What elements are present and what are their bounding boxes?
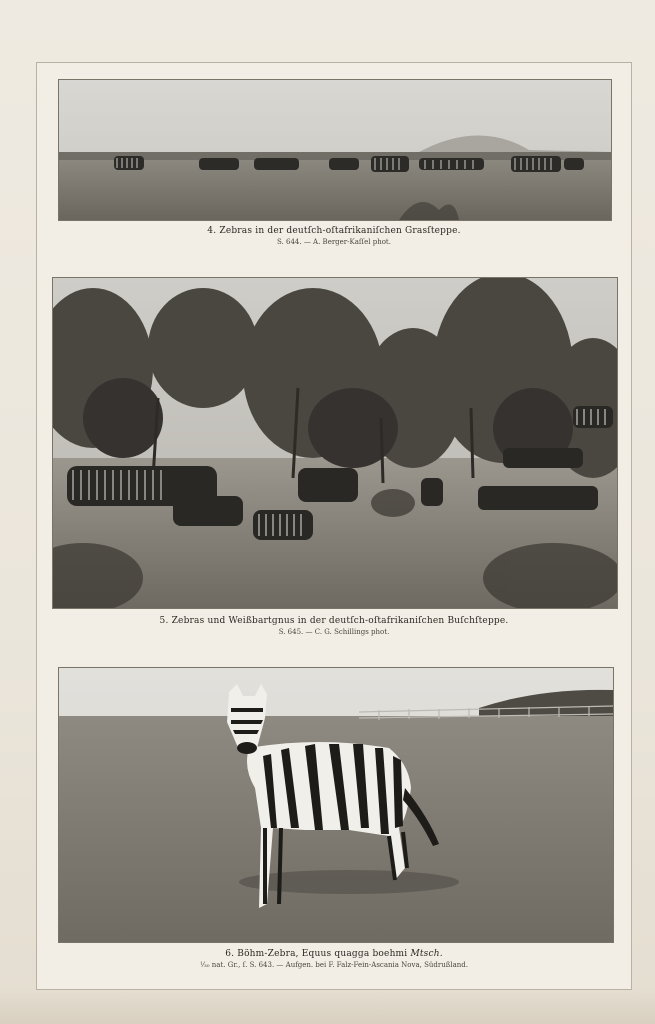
caption-plate-6 (36, 950, 632, 969)
plate-title-6: Böhm-Zebra, Equus quagga boehmi (237, 949, 408, 959)
plate-credit-6: ¹⁄₃₀ nat. Gr., ſ. S. 643. — Aufgen. bei F. Falz-Fein-Ascania Nova, Südrußland. (199, 961, 469, 969)
plate-title-5: Zebras und Weißbartgnus in der deutſch-oſtafrikaniſchen Buſchſteppe. (171, 616, 509, 626)
photo-6-image (59, 668, 613, 942)
plate-number-6: 6. (225, 949, 235, 959)
paper-stain (0, 990, 655, 1024)
plate-credit-5: S. 645. — C. G. Schillings phot. (278, 628, 390, 636)
photo-5-image (53, 278, 617, 608)
photo-zebras-grass-steppe (59, 80, 611, 220)
photo-boehm-zebra (59, 668, 613, 942)
plate-title-4: Zebras in der deutſch-oſtafrikaniſchen Grasſteppe. (219, 226, 461, 236)
plate-title-author-6: Mtsch. (410, 949, 443, 959)
photo-4-image (59, 80, 611, 220)
plate-credit-4: S. 644. — A. Berger-Kaſſel phot. (277, 238, 391, 246)
caption-title-5 (36, 617, 632, 626)
caption-title-4 (36, 227, 632, 236)
plate-number-4: 4. (207, 226, 217, 236)
caption-plate-4 (36, 227, 632, 246)
photo-zebras-wildebeest-bush-steppe (53, 278, 617, 608)
caption-plate-5 (36, 617, 632, 636)
plate-number-5: 5. (159, 616, 169, 626)
caption-title-6 (36, 950, 632, 959)
